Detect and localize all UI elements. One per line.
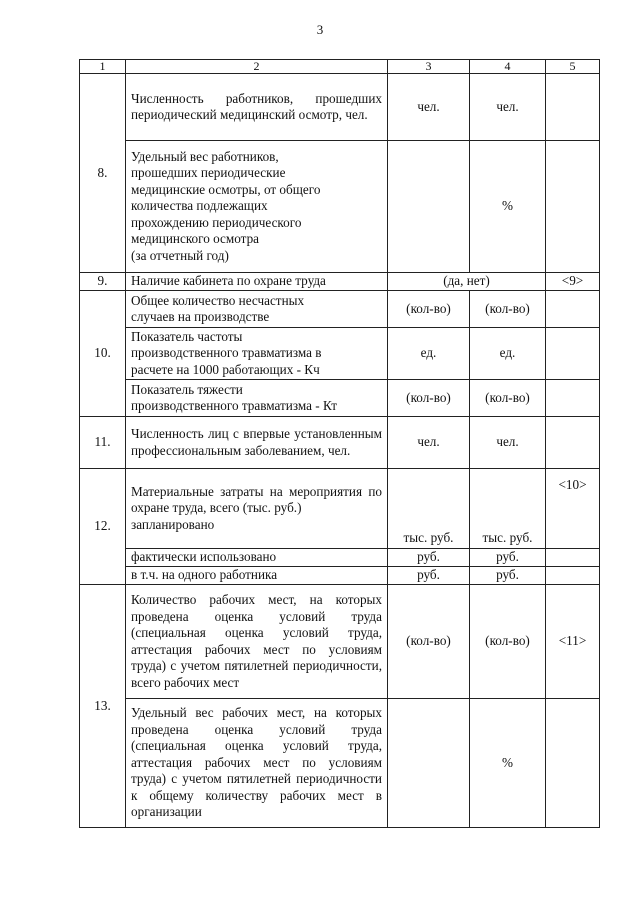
unit-cell: руб. [470,567,546,585]
table-row [80,328,600,380]
unit-cell: (кол-во) [470,380,546,417]
unit-cell: тыс. руб. [470,469,546,549]
column-header: 5 [546,60,600,74]
indicator-name: Количество рабочих мест, на которых проведена оценка условий труда (специальная оценка условий труда, аттестация рабочих мест по условиям труда) с учетом пятилетней периодичности, всего рабочих мест [126,585,388,699]
unit-cell: ед. [470,328,546,380]
table-row [80,74,600,141]
column-header: 4 [470,60,546,74]
table-row [80,699,600,828]
indicator-name: Численность лиц с впервые установленным профессиональным заболеванием, чел. [126,417,388,469]
unit-cell: (кол-во) [470,291,546,328]
unit-cell: руб. [470,549,546,567]
reporting-table [79,59,600,828]
column-header: 2 [126,60,388,74]
table-row [80,417,600,469]
column-header: 1 [80,60,126,74]
note-cell: <11> [546,585,600,699]
indicator-name: Удельный вес рабочих мест, на которых проведена оценка условий труда (специальная оценка условий труда, аттестация рабочих мест по условиям труда) с учетом пятилетней периодичности к общему количеству рабочих мест в организации [126,699,388,828]
unit-cell: (да, нет) [388,273,546,291]
column-header: 3 [388,60,470,74]
unit-cell: (кол-во) [470,585,546,699]
row-number: 9. [80,273,126,291]
indicator-name: Наличие кабинета по охране труда [126,273,388,291]
indicator-name: Удельный вес работников, прошедших периодические медицинские осмотры, от общего количества подлежащих прохождению периодического медицинского осмотра (за отчетный год) [126,141,388,273]
indicator-name: Показатель тяжести производственного травматизма - Кт [126,380,388,417]
unit-cell: % [470,141,546,273]
table-row [80,469,600,549]
table-row [80,141,600,273]
indicator-name: фактически использовано [126,549,388,567]
note-cell [546,328,600,380]
indicator-name: Материальные затраты на мероприятия по охране труда, всего (тыс. руб.) запланировано [126,469,388,549]
indicator-name: Общее количество несчастных случаев на производстве [126,291,388,328]
row-number: 11. [80,417,126,469]
unit-cell: чел. [388,417,470,469]
note-cell [546,549,600,567]
note-cell [546,380,600,417]
table-row [80,585,600,699]
indicator-name: Численность работников, прошедших периодический медицинский осмотр, чел. [126,74,388,141]
unit-cell: чел. [470,74,546,141]
note-cell [546,74,600,141]
unit-cell: чел. [388,74,470,141]
row-number: 8. [80,74,126,273]
row-number: 10. [80,291,126,417]
page-number: 3 [316,22,324,37]
table-row [80,567,600,585]
note-cell [546,699,600,828]
unit-cell: (кол-во) [388,380,470,417]
unit-cell: ед. [388,328,470,380]
table-row [80,291,600,328]
note-cell [546,417,600,469]
note-cell [546,141,600,273]
unit-cell [388,141,470,273]
note-cell: <10> [546,469,600,549]
unit-cell: тыс. руб. [388,469,470,549]
table-header-row [80,60,600,74]
unit-cell [388,699,470,828]
row-number: 13. [80,585,126,828]
unit-cell: % [470,699,546,828]
unit-cell: руб. [388,549,470,567]
table-row [80,549,600,567]
unit-cell: чел. [470,417,546,469]
table-row [80,380,600,417]
indicator-name: в т.ч. на одного работника [126,567,388,585]
note-cell [546,567,600,585]
indicator-name: Показатель частоты производственного травматизма в расчете на 1000 работающих - Кч [126,328,388,380]
unit-cell: (кол-во) [388,585,470,699]
unit-cell: (кол-во) [388,291,470,328]
unit-cell: руб. [388,567,470,585]
row-number: 12. [80,469,126,585]
note-cell [546,291,600,328]
note-cell: <9> [546,273,600,291]
table-row [80,273,600,291]
